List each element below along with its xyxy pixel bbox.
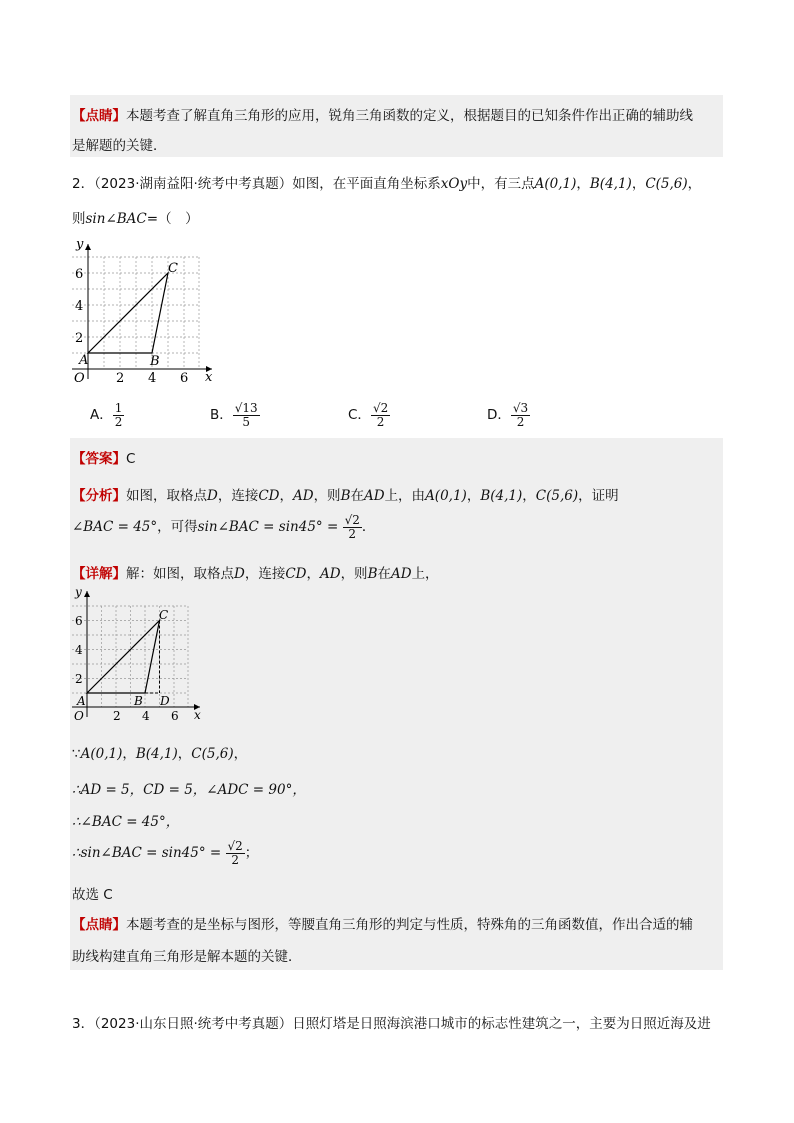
figure-1-grid (72, 257, 199, 369)
figure-1-ytick-4: 4 (75, 299, 84, 314)
analysis-cd: CD (258, 488, 280, 504)
analysis-line-1: 【分析】如图，取格点D，连接CD，AD，则B在AD上，由A(0,1)，B(4,1)，C(5,6)，证明 (72, 488, 619, 504)
option-c (348, 402, 390, 428)
step-2-text: ∴AD = 5，CD = 5，∠ADC = 90°， (72, 782, 306, 798)
comment-1-tag: 【点睛】 (72, 108, 126, 124)
analysis-sin: sin∠BAC = sin45° = (197, 519, 339, 536)
comment-1-line-2 (72, 134, 167, 154)
figure-2-label-d: D (160, 694, 170, 708)
figure-2-ytick-4: 4 (75, 643, 83, 657)
q2-source: （2023·湖南益阳·统考中考真题） (94, 176, 293, 192)
q3-stem (72, 1012, 711, 1032)
option-a (90, 402, 124, 428)
answer-tag: 【答案】 (72, 451, 126, 467)
comment-1-text-2: 是解题的关键． (72, 138, 167, 154)
option-c-num: √2 (372, 401, 389, 415)
detail-text-4: ，则 (340, 566, 368, 582)
detail-text-3: ， (306, 566, 320, 582)
q2-ask-suffix: =（ ） (146, 211, 199, 227)
analysis-text-4: ，则 (313, 488, 341, 504)
q2-point-a: A(0,1) (534, 176, 577, 192)
option-c-den: 2 (376, 414, 385, 429)
option-d (487, 402, 530, 428)
option-b-label: B． (210, 407, 233, 424)
comment-2-text-1: 本题考查的是坐标与图形，等腰直角三角形的判定与性质，特殊角的三角函数值，作出合适的辅 (126, 917, 693, 933)
option-b (210, 402, 260, 428)
step-3-text: ∴∠BAC = 45°， (72, 814, 180, 830)
figure-1-xtick-4: 4 (148, 371, 157, 386)
figure-2-xtick-4: 4 (142, 709, 150, 723)
q2-point-b: B(4,1) (589, 176, 632, 192)
comment-1-text-1: 本题考查了解直角三角形的应用，锐角三角函数的定义，根据题目的已知条件作出正确的辅助线 (126, 108, 693, 124)
figure-1-origin: O (74, 371, 85, 386)
figure-1-x-label: x (205, 370, 213, 385)
figure-2-ytick-2: 2 (75, 672, 83, 686)
option-a-label: A． (90, 407, 113, 424)
comment-2-line-1 (72, 913, 693, 933)
detail-cd: CD (285, 566, 307, 582)
comment-2-text-2: 助线构建直角三角形是解本题的关键． (72, 949, 302, 965)
option-c-frac (371, 402, 390, 428)
detail-point-d: D (234, 566, 245, 582)
step-4 (72, 840, 258, 866)
analysis-angle: ∠BAC = 45° (72, 519, 158, 536)
q2-stem-text: 如图，在平面直角坐标系 (292, 176, 441, 192)
figure-2-origin: O (74, 709, 84, 723)
detail-text-2: ，连接 (244, 566, 286, 582)
figure-2-triangle (87, 621, 160, 694)
option-b-den: 5 (242, 414, 251, 429)
analysis-text-7: ，证明 (578, 488, 619, 504)
figure-1-label-a: A (79, 353, 89, 368)
figure-2-label-a: A (77, 694, 86, 708)
detail-ad: AD (319, 566, 341, 582)
detail-tag: 【详解】 (72, 566, 126, 582)
step-2 (72, 778, 306, 798)
figure-2-grid (72, 606, 188, 707)
option-c-label: C． (348, 407, 371, 424)
q2-stem-mid: 中，有三点 (467, 176, 535, 192)
option-d-den: 2 (516, 414, 525, 429)
step-1-point-a: A(0,1) (80, 746, 123, 762)
figure-2-xtick-6: 6 (171, 709, 179, 723)
figure-1-graph (60, 234, 230, 389)
choose-line (72, 883, 113, 903)
answer-line (72, 447, 135, 467)
step-4-end: ； (244, 845, 259, 862)
q2-system: xOy (440, 176, 468, 192)
step-1-point-c: C(5,6) (191, 746, 234, 762)
option-d-num: √3 (512, 401, 529, 415)
step-3 (72, 810, 179, 830)
figure-1-xtick-2: 2 (116, 371, 125, 386)
comment-2-tag: 【点睛】 (72, 917, 126, 933)
analysis-frac-num: √2 (344, 513, 360, 527)
step-1-point-b: B(4,1) (135, 746, 178, 762)
q2-ask-expr: sin∠BAC (85, 211, 147, 227)
figure-1-triangle (88, 273, 168, 353)
analysis-ad: AD (292, 488, 314, 504)
figure-2-xtick-2: 2 (113, 709, 121, 723)
step-4-frac (226, 840, 245, 866)
analysis-text-1: 如图，取格点 (126, 488, 207, 504)
detail-line-1 (72, 562, 439, 582)
analysis-frac-den: 2 (348, 526, 357, 541)
analysis-point-a-coord: A(0,1) (425, 488, 467, 504)
option-a-den: 2 (114, 414, 123, 429)
analysis-tag: 【分析】 (72, 488, 126, 504)
figure-2-label-b: B (134, 694, 143, 708)
comment-1-line-1 (72, 104, 693, 124)
step-4-text: ∴sin∠BAC = sin45° = (72, 845, 222, 862)
step-1: ∵A(0,1)，B(4,1)，C(5,6)， (72, 746, 248, 762)
figure-2-x-label: x (194, 708, 201, 722)
option-a-frac (113, 402, 125, 428)
q2-number: 2． (72, 176, 95, 192)
q2-ask-prefix: 则 (72, 211, 86, 227)
q3-number: 3． (72, 1016, 95, 1032)
detail-ad-2: AD (390, 566, 412, 582)
step-4-frac-den: 2 (231, 852, 239, 867)
comment-2-line-2 (72, 945, 302, 965)
detail-text-5: 在 (377, 566, 391, 582)
q3-text: 日照灯塔是日照海滨港口城市的标志性建筑之一，主要为日照近海及进 (292, 1016, 711, 1032)
answer-value: C (126, 451, 136, 467)
figure-1-label-b: B (150, 354, 160, 369)
detail-text-1: 解：如图，取格点 (126, 566, 234, 582)
analysis-text-2: ，连接 (217, 488, 259, 504)
figure-2-graph (60, 583, 210, 725)
detail-text-6: 上， (411, 566, 439, 582)
figure-1-xtick-6: 6 (180, 371, 189, 386)
q2-stem: 2．（2023·湖南益阳·统考中考真题）如图，在平面直角坐标系xOy中，有三点A(0,1)，B(4,1)，C(5,6)， (72, 176, 702, 192)
analysis-line-2: ∠BAC = 45°，可得sin∠BAC = sin45° = $\frac{√2}{2}$ ． (72, 513, 376, 541)
analysis-text-5: 在 (350, 488, 364, 504)
choose-text: 故选 C (72, 887, 113, 903)
figure-1-ytick-2: 2 (75, 331, 84, 346)
option-b-num: √13 (234, 401, 258, 415)
analysis-text-3: ， (279, 488, 293, 504)
analysis-point-b: B (340, 488, 351, 504)
analysis-ad-2: AD (363, 488, 385, 504)
analysis-text-6: 上，由 (384, 488, 426, 504)
q3-source: （2023·山东日照·统考中考真题） (94, 1016, 293, 1032)
q2-ask (72, 207, 199, 227)
option-a-num: 1 (114, 401, 123, 415)
figure-1-y-label: y (76, 237, 84, 252)
figure-1-ytick-6: 6 (75, 267, 84, 282)
analysis-text-8: ，可得 (157, 519, 198, 536)
step-4-frac-num: √2 (227, 839, 243, 853)
q2-point-c: C(5,6) (645, 176, 688, 192)
analysis-point-d: D (207, 488, 218, 504)
figure-2-y-label: y (75, 585, 82, 599)
step-1-because: ∵ (72, 746, 81, 762)
option-d-frac (511, 402, 530, 428)
analysis-point-b-coord: B(4,1) (480, 488, 523, 504)
figure-1-label-c: C (168, 261, 178, 276)
detail-point-b: B (367, 566, 378, 582)
option-d-label: D． (487, 407, 511, 424)
figure-2-label-c: C (159, 608, 169, 622)
analysis-point-c-coord: C(5,6) (535, 488, 579, 504)
analysis-frac (343, 514, 362, 540)
option-b-frac (233, 402, 260, 428)
figure-2-ytick-6: 6 (75, 614, 83, 628)
